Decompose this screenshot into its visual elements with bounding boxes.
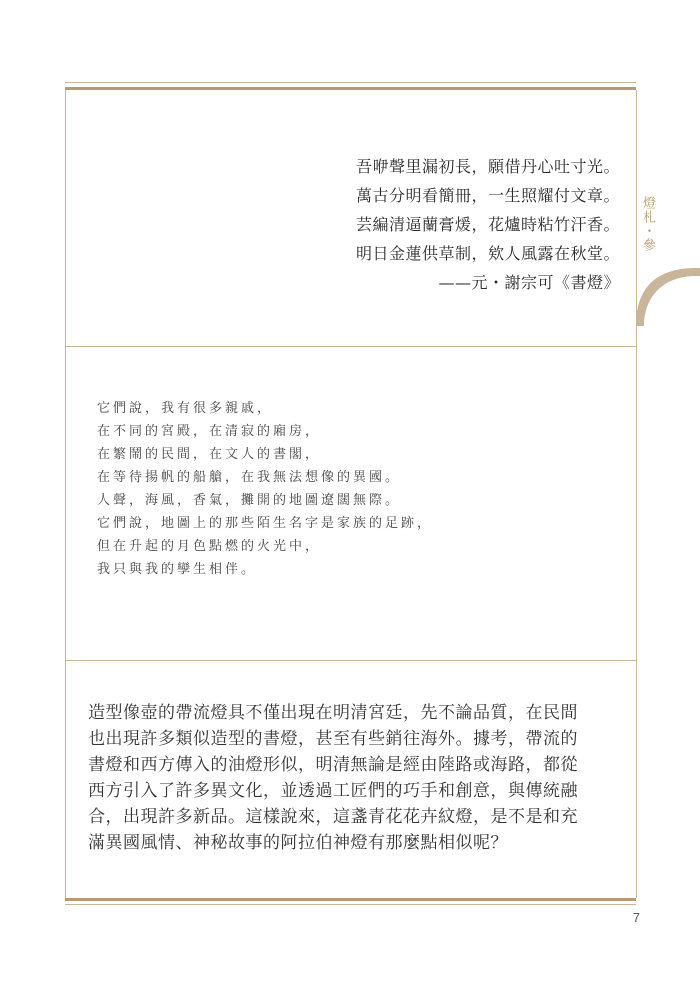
verse-line: 我只與我的孿生相伴。 [97,562,258,577]
prose-line: 書燈和西方傳入的油燈形似，明清無論是經由陸路或海路，都從 [88,755,578,775]
verse-line: 它們說，地圖上的那些陌生名字是家族的足跡， [97,516,434,531]
section-side-label: 燈札・參 [640,196,655,252]
bottom-rule-thick [65,898,636,901]
bottom-rule-thin [65,904,636,905]
verse-line: 但在升起的月色點燃的火光中， [97,539,322,554]
verse-line: 在不同的宮殿，在清寂的廂房， [97,424,322,439]
verse-line: 人聲，海風，香氣，攤開的地圖遼闊無際。 [97,493,402,508]
prose-line: 造型像壺的帶流燈具不僅出現在明清宮廷，先不論品質，在民間 [88,703,578,723]
poem-line: 明日金蓮供草制，欸人風露在秋堂。 [355,244,620,263]
prose-line: 西方引入了許多異文化，並透過工匠們的巧手和創意，與傳統融 [88,781,578,801]
top-rule-thin [65,82,636,83]
poem-line: 萬古分明看簡冊，一生照耀付文章。 [355,186,620,205]
poem-line: 芸編清逼蘭膏煖，花爐時粘竹汗香。 [355,215,620,234]
top-rule-thick [65,87,636,90]
poem-block [320,152,620,297]
poem-line: 吾咿聲里漏初長，願借丹心吐寸光。 [355,157,620,176]
prose-paragraph [88,700,622,856]
frame-left-line [65,90,66,898]
verse-line: 它們說，我有很多親戚， [97,401,274,416]
poem-attribution: ——元・謝宗可《書燈》 [438,273,620,292]
chapter-tab [636,268,700,326]
verse-line: 在繁鬧的民間，在文人的書閣， [97,447,322,462]
section-divider-1 [65,346,636,347]
frame-right-line [636,90,637,898]
prose-line: 也出現許多類似造型的書燈，甚至有些銷往海外。據考，帶流的 [88,729,578,749]
prose-line: 合，出現許多新品。這樣說來，這盞青花花卉紋燈，是不是和充 [88,807,578,827]
prose-line: 滿異國風情、神秘故事的阿拉伯神燈有那麼點相似呢？ [88,833,508,853]
verse-block [97,397,537,581]
chapter-tab-shape [636,268,700,326]
page-number: 7 [632,910,640,925]
section-divider-2 [65,660,636,661]
verse-line: 在等待揚帆的船艙，在我無法想像的異國。 [97,470,402,485]
